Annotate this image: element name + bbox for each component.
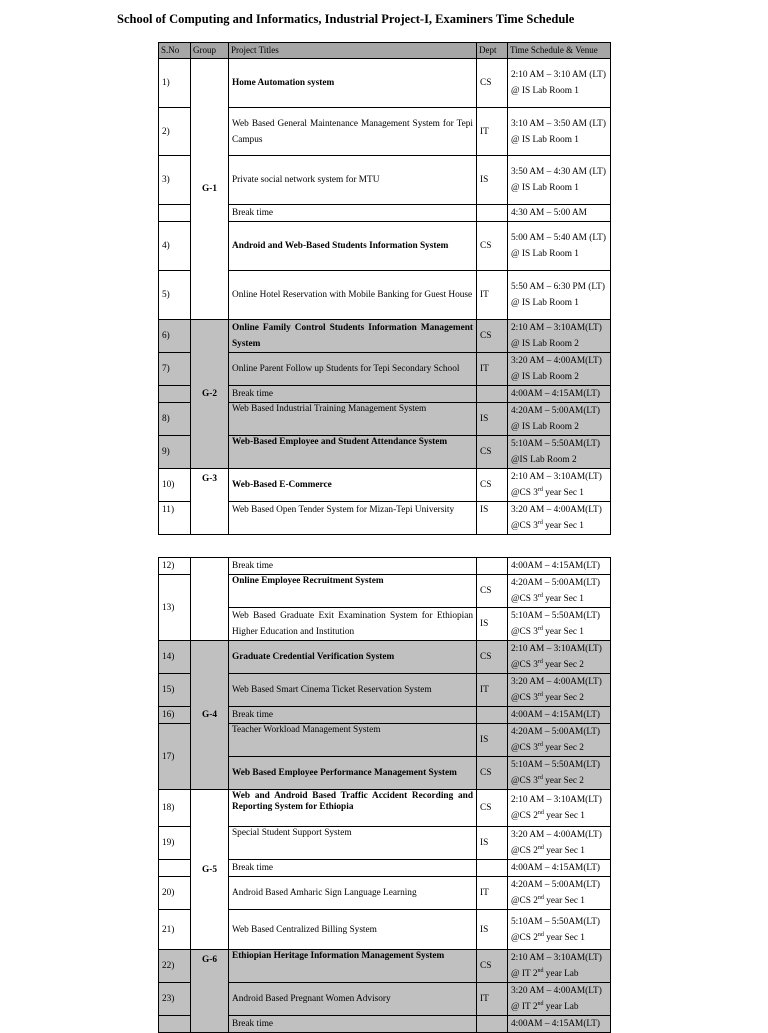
time-slot: 3:10 AM – 3:50 AM (LT) bbox=[511, 118, 606, 129]
venue: @ IS Lab Room 1 bbox=[511, 249, 579, 259]
row-dept: CS bbox=[477, 575, 508, 608]
time-slot: 3:20 AM – 4:00AM(LT) bbox=[511, 505, 602, 515]
venue: @CS 3rd year Sec 1 bbox=[511, 593, 584, 604]
row-sno: 21) bbox=[159, 910, 191, 950]
project-title: Online Parent Follow up Students for Tepi Secondary School bbox=[229, 353, 477, 386]
time-venue-cell bbox=[508, 271, 611, 320]
project-title: Web Based Open Tender System for Mizan-Tepi University bbox=[229, 502, 477, 535]
project-title-text: Teacher Workload Management System bbox=[232, 725, 381, 735]
venue: @CS 3rd year Sec 1 bbox=[511, 626, 584, 637]
row-dept: CS bbox=[477, 320, 508, 353]
venue: @ IS Lab Room 2 bbox=[511, 422, 579, 432]
row-sno: 3) bbox=[159, 156, 191, 205]
project-title: Web Based Employee Performance Management System bbox=[229, 757, 477, 790]
row-sno bbox=[159, 1016, 191, 1033]
project-title: Break time bbox=[229, 860, 477, 877]
time-slot: 4:00AM – 4:15AM(LT) bbox=[508, 386, 611, 403]
table-row bbox=[159, 59, 611, 108]
schedule-table-1 bbox=[158, 42, 611, 535]
time-venue-cell bbox=[508, 724, 611, 757]
time-venue-cell bbox=[508, 608, 611, 641]
project-title-text: Web and Android Based Traffic Accident Recording and Reporting System for Ethiopia bbox=[232, 791, 473, 812]
row-dept: CS bbox=[477, 790, 508, 827]
row-dept: IT bbox=[477, 983, 508, 1016]
row-sno: 9) bbox=[159, 436, 191, 469]
row-dept bbox=[477, 386, 508, 403]
row-sno: 20) bbox=[159, 877, 191, 910]
time-slot: 4:00AM – 4:15AM(LT) bbox=[508, 707, 611, 724]
venue: @CS 2nd year Sec 1 bbox=[511, 810, 585, 821]
row-dept: IS bbox=[477, 910, 508, 950]
row-dept: IT bbox=[477, 353, 508, 386]
row-sno: 6) bbox=[159, 320, 191, 353]
row-dept: IS bbox=[477, 502, 508, 535]
project-title: Break time bbox=[229, 1016, 477, 1033]
venue: @CS 3rd year Sec 2 bbox=[511, 742, 584, 753]
project-title: Online Hotel Reservation with Mobile Banking for Guest House bbox=[229, 271, 477, 320]
project-title-text: Online Employee Recruitment System bbox=[232, 576, 384, 586]
row-sno: 5) bbox=[159, 271, 191, 320]
time-slot: 2:10 AM – 3:10AM(LT) bbox=[511, 795, 602, 805]
row-sno: 17) bbox=[159, 724, 191, 790]
time-slot: 3:20 AM – 4:00AM(LT) bbox=[511, 986, 602, 996]
group-label-g3-continued bbox=[191, 558, 229, 641]
row-sno: 19) bbox=[159, 827, 191, 860]
row-dept: IT bbox=[477, 674, 508, 707]
time-slot: 2:10 AM – 3:10 AM (LT) bbox=[511, 70, 606, 80]
row-dept bbox=[477, 205, 508, 222]
row-sno: 15) bbox=[159, 674, 191, 707]
row-sno: 2) bbox=[159, 108, 191, 156]
venue: @ IS Lab Room 2 bbox=[511, 372, 579, 382]
venue: @ IT 2nd year Lab bbox=[511, 1001, 579, 1012]
project-title: Web Based Graduate Exit Examination System for Ethiopian Higher Education and Institution bbox=[229, 608, 477, 641]
project-title-text: Special Student Support System bbox=[232, 828, 352, 838]
project-title: Break time bbox=[229, 707, 477, 724]
project-title bbox=[229, 436, 477, 469]
row-dept: CS bbox=[477, 757, 508, 790]
venue: @ IS Lab Room 1 bbox=[511, 86, 579, 96]
row-sno bbox=[159, 205, 191, 222]
time-slot: 3:50 AM – 4:30 AM (LT) bbox=[511, 167, 606, 177]
time-slot: 5:50 AM – 6:30 PM (LT) bbox=[511, 282, 605, 292]
time-slot: 2:10 AM – 3:10AM(LT) bbox=[511, 323, 602, 333]
row-sno bbox=[159, 386, 191, 403]
venue: @CS 2nd year Sec 1 bbox=[511, 845, 585, 856]
row-dept: IS bbox=[477, 724, 508, 757]
project-title bbox=[229, 790, 477, 827]
project-title: Web Based General Maintenance Management System for Tepi Campus bbox=[229, 108, 477, 156]
project-title: Android Based Pregnant Women Advisory bbox=[229, 983, 477, 1016]
row-dept: CS bbox=[477, 950, 508, 983]
group-label-g1: G-1 bbox=[191, 59, 229, 320]
time-venue-cell bbox=[508, 436, 611, 469]
time-slot: 5:00 AM – 5:40 AM (LT) bbox=[511, 233, 606, 243]
time-venue-cell bbox=[508, 910, 611, 950]
venue: @ IT 2nd year Lab bbox=[511, 968, 579, 979]
header-sno: S.No bbox=[159, 43, 191, 59]
row-sno: 16) bbox=[159, 707, 191, 724]
group-label-g2: G-2 bbox=[191, 320, 229, 469]
venue: @CS 3rd year Sec 2 bbox=[511, 659, 584, 670]
project-title: Web-Based E-Commerce bbox=[229, 469, 477, 502]
venue: @CS 3rd year Sec 2 bbox=[511, 692, 584, 703]
time-slot: 4:00AM – 4:15AM(LT) bbox=[508, 1016, 611, 1033]
time-slot: 3:20 AM – 4:00AM(LT) bbox=[511, 677, 602, 687]
time-venue-cell bbox=[508, 502, 611, 535]
time-venue-cell bbox=[508, 222, 611, 271]
row-sno: 7) bbox=[159, 353, 191, 386]
project-title-text: Web-Based Employee and Student Attendance System bbox=[232, 437, 448, 447]
row-dept: CS bbox=[477, 436, 508, 469]
venue: @CS 3rd year Sec 1 bbox=[511, 520, 584, 531]
project-title: Break time bbox=[229, 205, 477, 222]
group-label-g5: G-5 bbox=[191, 790, 229, 950]
time-venue-cell bbox=[508, 156, 611, 205]
table-row bbox=[159, 950, 611, 983]
time-slot: 4:30 AM – 5:00 AM bbox=[508, 205, 611, 222]
row-dept: IS bbox=[477, 156, 508, 205]
row-sno: 22) bbox=[159, 950, 191, 983]
project-title: Web Based Smart Cinema Ticket Reservation System bbox=[229, 674, 477, 707]
time-venue-cell bbox=[508, 877, 611, 910]
header-project-titles: Project Titles bbox=[229, 43, 477, 59]
break-row bbox=[159, 558, 611, 575]
project-title: Home Automation system bbox=[229, 59, 477, 108]
venue: @CS 3rd year Sec 1 bbox=[511, 487, 584, 498]
time-slot: 4:20AM – 5:00AM(LT) bbox=[511, 578, 601, 588]
row-sno: 11) bbox=[159, 502, 191, 535]
project-title bbox=[229, 827, 477, 860]
time-venue-cell bbox=[508, 469, 611, 502]
time-slot: 4:20AM – 5:00AM(LT) bbox=[511, 406, 601, 416]
table-row bbox=[159, 641, 611, 674]
time-venue-cell bbox=[508, 790, 611, 827]
venue: @ IS Lab Room 1 bbox=[511, 298, 579, 308]
project-title bbox=[229, 950, 477, 983]
time-venue-cell bbox=[508, 353, 611, 386]
row-dept bbox=[477, 860, 508, 877]
venue: @CS 3rd year Sec 2 bbox=[511, 775, 584, 786]
time-slot: 4:20AM – 5:00AM(LT) bbox=[511, 880, 601, 890]
time-venue-cell bbox=[508, 827, 611, 860]
time-slot: 5:10AM – 5:50AM(LT) bbox=[511, 760, 601, 770]
row-dept: CS bbox=[477, 59, 508, 108]
time-slot: 2:10 AM – 3:10AM(LT) bbox=[511, 644, 602, 654]
project-title: Graduate Credential Verification System bbox=[229, 641, 477, 674]
group-label-g3: G-3 bbox=[191, 469, 229, 535]
row-dept: IT bbox=[477, 877, 508, 910]
venue: @CS 2nd year Sec 1 bbox=[511, 895, 585, 906]
table-row bbox=[159, 469, 611, 502]
header-time-venue: Time Schedule & Venue bbox=[508, 43, 611, 59]
project-title: Web Based Centralized Billing System bbox=[229, 910, 477, 950]
table-header-row bbox=[159, 43, 611, 59]
row-sno: 18) bbox=[159, 790, 191, 827]
table-row bbox=[159, 320, 611, 353]
venue: @CS 2nd year Sec 1 bbox=[511, 931, 585, 943]
time-slot: 5:10AM – 5:50AM(LT) bbox=[511, 916, 601, 927]
row-sno: 1) bbox=[159, 59, 191, 108]
table-row bbox=[159, 790, 611, 827]
header-dept: Dept bbox=[477, 43, 508, 59]
row-dept: IT bbox=[477, 271, 508, 320]
project-title bbox=[229, 575, 477, 608]
time-venue-cell bbox=[508, 320, 611, 353]
project-title: Android and Web-Based Students Information System bbox=[229, 222, 477, 271]
row-sno: 8) bbox=[159, 403, 191, 436]
row-sno: 13) bbox=[159, 575, 191, 641]
time-slot: 5:10AM – 5:50AM(LT) bbox=[511, 611, 601, 621]
row-sno: 14) bbox=[159, 641, 191, 674]
row-sno bbox=[159, 860, 191, 877]
row-sno: 12) bbox=[159, 558, 191, 575]
project-title-text: Web Based Industrial Training Management System bbox=[232, 404, 427, 414]
row-sno: 23) bbox=[159, 983, 191, 1016]
time-slot: 4:00AM – 4:15AM(LT) bbox=[508, 860, 611, 877]
row-dept: CS bbox=[477, 469, 508, 502]
row-dept: IS bbox=[477, 403, 508, 436]
row-sno: 4) bbox=[159, 222, 191, 271]
venue: @IS Lab Room 2 bbox=[511, 455, 577, 465]
time-slot: 2:10 AM – 3:10AM(LT) bbox=[511, 472, 602, 482]
time-venue-cell bbox=[508, 757, 611, 790]
time-venue-cell bbox=[508, 403, 611, 436]
group-label-g6: G-6 bbox=[191, 950, 229, 1033]
row-dept bbox=[477, 707, 508, 724]
time-slot: 3:20 AM – 4:00AM(LT) bbox=[511, 356, 602, 366]
row-dept: IS bbox=[477, 608, 508, 641]
row-dept bbox=[477, 558, 508, 575]
row-dept: CS bbox=[477, 641, 508, 674]
project-title: Private social network system for MTU bbox=[229, 156, 477, 205]
time-venue-cell bbox=[508, 641, 611, 674]
header-group: Group bbox=[191, 43, 229, 59]
project-title: Android Based Amharic Sign Language Learning bbox=[229, 877, 477, 910]
row-dept: CS bbox=[477, 222, 508, 271]
schedule-table-2 bbox=[158, 557, 611, 1033]
time-slot: 4:00AM – 4:15AM(LT) bbox=[508, 558, 611, 575]
venue: @ IS Lab Room 2 bbox=[511, 339, 579, 349]
project-title: Break time bbox=[229, 386, 477, 403]
time-slot: 2:10 AM – 3:10AM(LT) bbox=[511, 953, 602, 963]
time-venue-cell bbox=[508, 674, 611, 707]
project-title: Break time bbox=[229, 558, 477, 575]
row-dept: IS bbox=[477, 827, 508, 860]
time-venue-cell bbox=[508, 108, 611, 156]
venue: @ IS Lab Room 1 bbox=[511, 183, 579, 193]
row-sno: 10) bbox=[159, 469, 191, 502]
group-label-g4: G-4 bbox=[191, 641, 229, 790]
time-slot: 3:20 AM – 4:00AM(LT) bbox=[511, 830, 602, 840]
time-slot: 5:10AM – 5:50AM(LT) bbox=[511, 439, 601, 449]
venue: @ IS Lab Room 1 bbox=[511, 134, 579, 145]
time-venue-cell bbox=[508, 59, 611, 108]
time-venue-cell bbox=[508, 950, 611, 983]
time-venue-cell bbox=[508, 983, 611, 1016]
project-title: Online Family Control Students Information Management System bbox=[229, 320, 477, 353]
page-title: School of Computing and Informatics, Industrial Project-I, Examiners Time Schedule bbox=[117, 12, 575, 26]
time-venue-cell bbox=[508, 575, 611, 608]
project-title-text: Ethiopian Heritage Information Management System bbox=[232, 951, 445, 961]
project-title bbox=[229, 403, 477, 436]
row-dept: IT bbox=[477, 108, 508, 156]
project-title bbox=[229, 724, 477, 757]
time-slot: 4:20AM – 5:00AM(LT) bbox=[511, 727, 601, 737]
row-dept bbox=[477, 1016, 508, 1033]
